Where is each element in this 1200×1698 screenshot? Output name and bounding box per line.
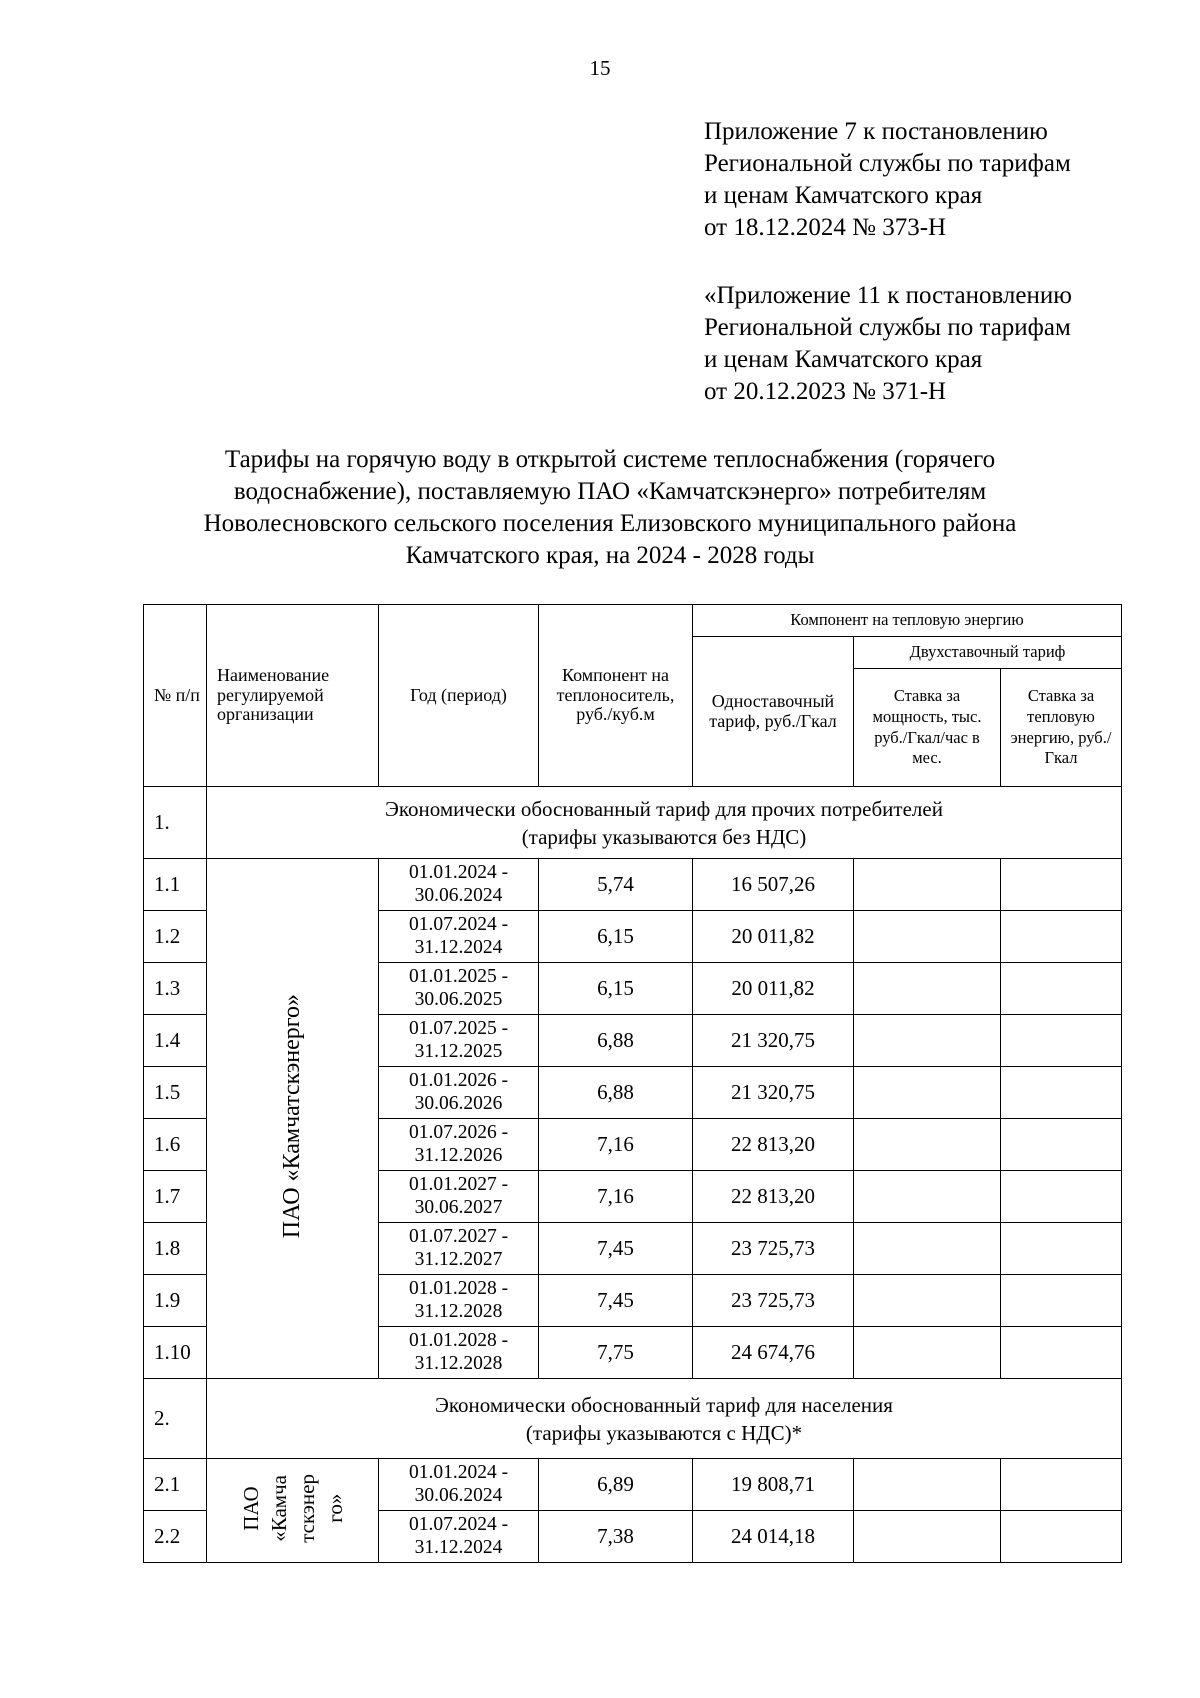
document-title-line: Тарифы на горячую воду в открытой системе теплоснабжения (горячего	[224, 446, 996, 473]
capacity-rate-value	[854, 1327, 1001, 1379]
section-title	[207, 1379, 1122, 1459]
row-num: 2.2	[144, 1511, 207, 1563]
appendix-original-line: и ценам Камчатского края	[704, 346, 983, 373]
header-carrier-component: Компонент на теплоноситель, руб./куб.м	[539, 605, 693, 787]
period-from: 01.01.2028 -	[408, 1330, 509, 1352]
period-to: 31.12.2026	[414, 1144, 503, 1166]
table-row	[144, 1459, 1122, 1511]
period-from: 01.01.2026 -	[408, 1070, 509, 1092]
row-num: 1.7	[144, 1171, 207, 1223]
period-to: 30.06.2026	[414, 1092, 503, 1114]
carrier-value: 5,74	[539, 859, 693, 911]
row-num: 1.8	[144, 1223, 207, 1275]
capacity-rate-value	[854, 1067, 1001, 1119]
energy-rate-value	[1001, 1015, 1122, 1067]
energy-rate-value	[1001, 1171, 1122, 1223]
period-cell	[379, 1171, 539, 1223]
organization-name: ПАО «Камчатскэнерго»	[279, 994, 306, 1239]
appendix-current-line: Региональной службы по тарифам	[704, 150, 1071, 177]
row-num: 1.6	[144, 1119, 207, 1171]
capacity-rate-value	[854, 1171, 1001, 1223]
period-to: 31.12.2025	[414, 1040, 503, 1062]
capacity-rate-value	[854, 1015, 1001, 1067]
section-num: 1.	[144, 787, 207, 859]
header-period: Год (период)	[379, 605, 539, 787]
table-row	[144, 859, 1122, 911]
period-cell	[379, 1327, 539, 1379]
carrier-value: 6,89	[539, 1459, 693, 1511]
carrier-value: 7,45	[539, 1223, 693, 1275]
capacity-rate-value	[854, 1119, 1001, 1171]
energy-rate-value	[1001, 1511, 1122, 1563]
single-rate-value: 24 014,18	[693, 1511, 854, 1563]
single-rate-value: 23 725,73	[693, 1223, 854, 1275]
capacity-rate-value	[854, 1459, 1001, 1511]
period-to: 30.06.2024	[414, 1484, 503, 1506]
period-from: 01.01.2024 -	[408, 1462, 509, 1484]
section-title-line: (тарифы указываются с НДС)*	[525, 1420, 803, 1445]
single-rate-value: 23 725,73	[693, 1275, 854, 1327]
row-num: 1.1	[144, 859, 207, 911]
carrier-value: 7,16	[539, 1119, 693, 1171]
period-to: 31.12.2028	[414, 1352, 503, 1374]
carrier-value: 7,38	[539, 1511, 693, 1563]
header-num: № п/п	[144, 605, 207, 787]
row-num: 1.5	[144, 1067, 207, 1119]
single-rate-value: 19 808,71	[693, 1459, 854, 1511]
carrier-value: 6,88	[539, 1015, 693, 1067]
carrier-value: 7,45	[539, 1275, 693, 1327]
carrier-value: 6,15	[539, 963, 693, 1015]
header-two-rate: Двухставочный тариф	[854, 637, 1122, 669]
period-to: 31.12.2028	[414, 1300, 503, 1322]
section-row	[144, 1379, 1122, 1459]
period-to: 30.06.2025	[414, 988, 503, 1010]
document-title-line: Новолесновского сельского поселения Елизовского муниципального района	[203, 510, 1017, 537]
organization-name-line: «Камча	[266, 1474, 291, 1542]
single-rate-value: 22 813,20	[693, 1171, 854, 1223]
section-title-line: (тарифы указываются без НДС)	[521, 824, 807, 849]
energy-rate-value	[1001, 911, 1122, 963]
single-rate-value: 16 507,26	[693, 859, 854, 911]
carrier-value: 6,88	[539, 1067, 693, 1119]
appendix-current	[704, 116, 1174, 244]
period-from: 01.01.2024 -	[408, 862, 509, 884]
organization-name-line: го»	[322, 1493, 347, 1523]
appendix-original-line: Региональной службы по тарифам	[704, 314, 1071, 341]
carrier-value: 7,75	[539, 1327, 693, 1379]
period-to: 31.12.2024	[414, 936, 503, 958]
row-num: 1.4	[144, 1015, 207, 1067]
organization-cell	[207, 859, 379, 1379]
organization-name	[237, 1474, 349, 1543]
header-organization: Наименование регулируемой организации	[207, 605, 379, 787]
period-to: 30.06.2024	[414, 884, 503, 906]
appendix-current-line: Приложение 7 к постановлению	[704, 118, 1048, 145]
header-heat-energy-component: Компонент на тепловую энергию	[693, 605, 1122, 637]
period-from: 01.07.2025 -	[408, 1018, 509, 1040]
section-title-line: Экономически обоснованный тариф для населения	[435, 1392, 893, 1417]
single-rate-value: 20 011,82	[693, 911, 854, 963]
period-to: 31.12.2024	[414, 1536, 503, 1558]
period-cell	[379, 911, 539, 963]
period-cell	[379, 859, 539, 911]
period-cell	[379, 1275, 539, 1327]
single-rate-value: 22 813,20	[693, 1119, 854, 1171]
row-num: 1.10	[144, 1327, 207, 1379]
appendix-current-line: и ценам Камчатского края	[704, 182, 983, 209]
period-cell	[379, 1459, 539, 1511]
carrier-value: 7,16	[539, 1171, 693, 1223]
row-num: 1.9	[144, 1275, 207, 1327]
period-to: 31.12.2027	[414, 1248, 503, 1270]
organization-name-line: ПАО	[238, 1485, 263, 1531]
capacity-rate-value	[854, 859, 1001, 911]
energy-rate-value	[1001, 1275, 1122, 1327]
period-from: 01.07.2027 -	[408, 1226, 509, 1248]
carrier-value: 6,15	[539, 911, 693, 963]
period-cell	[379, 1015, 539, 1067]
period-cell	[379, 1067, 539, 1119]
tariff-table	[143, 604, 1122, 1563]
period-cell	[379, 963, 539, 1015]
period-cell	[379, 1223, 539, 1275]
single-rate-value: 20 011,82	[693, 963, 854, 1015]
energy-rate-value	[1001, 1119, 1122, 1171]
period-from: 01.01.2027 -	[408, 1174, 509, 1196]
appendix-original	[704, 280, 1174, 408]
organization-cell	[207, 1459, 379, 1563]
single-rate-value: 21 320,75	[693, 1067, 854, 1119]
organization-name-line: тскэнер	[294, 1473, 319, 1543]
capacity-rate-value	[854, 1223, 1001, 1275]
header-single-rate: Одноставочный тариф, руб./Гкал	[693, 637, 854, 787]
period-from: 01.07.2026 -	[408, 1122, 509, 1144]
row-num: 2.1	[144, 1459, 207, 1511]
header-capacity-rate: Ставка за мощность, тыс. руб./Гкал/час в мес.	[854, 669, 1001, 787]
row-num: 1.3	[144, 963, 207, 1015]
period-cell	[379, 1119, 539, 1171]
energy-rate-value	[1001, 859, 1122, 911]
capacity-rate-value	[854, 963, 1001, 1015]
appendix-original-line: от 20.12.2023 № 371-Н	[704, 378, 947, 405]
header-energy-rate: Ставка за тепловую энергию, руб./Гкал	[1001, 669, 1122, 787]
appendix-original-line: «Приложение 11 к постановлению	[704, 282, 1072, 309]
page-number: 15	[589, 56, 611, 80]
period-from: 01.07.2024 -	[408, 914, 509, 936]
document-title-line: водоснабжение), поставляемую ПАО «Камчатскэнерго» потребителям	[233, 478, 987, 505]
energy-rate-value	[1001, 1327, 1122, 1379]
capacity-rate-value	[854, 1275, 1001, 1327]
section-title	[207, 787, 1122, 859]
period-from: 01.01.2025 -	[408, 966, 509, 988]
capacity-rate-value	[854, 911, 1001, 963]
document-title-line: Камчатского края, на 2024 - 2028 годы	[405, 542, 815, 569]
capacity-rate-value	[854, 1511, 1001, 1563]
energy-rate-value	[1001, 963, 1122, 1015]
energy-rate-value	[1001, 1459, 1122, 1511]
period-to: 30.06.2027	[414, 1196, 503, 1218]
single-rate-value: 21 320,75	[693, 1015, 854, 1067]
period-from: 01.01.2028 -	[408, 1278, 509, 1300]
energy-rate-value	[1001, 1067, 1122, 1119]
section-num: 2.	[144, 1379, 207, 1459]
energy-rate-value	[1001, 1223, 1122, 1275]
period-from: 01.07.2024 -	[408, 1514, 509, 1536]
period-cell	[379, 1511, 539, 1563]
document-title	[120, 444, 1100, 572]
appendix-current-line: от 18.12.2024 № 373-Н	[704, 214, 947, 241]
section-title-line: Экономически обоснованный тариф для прочих потребителей	[385, 796, 943, 821]
row-num: 1.2	[144, 911, 207, 963]
section-row	[144, 787, 1122, 859]
single-rate-value: 24 674,76	[693, 1327, 854, 1379]
